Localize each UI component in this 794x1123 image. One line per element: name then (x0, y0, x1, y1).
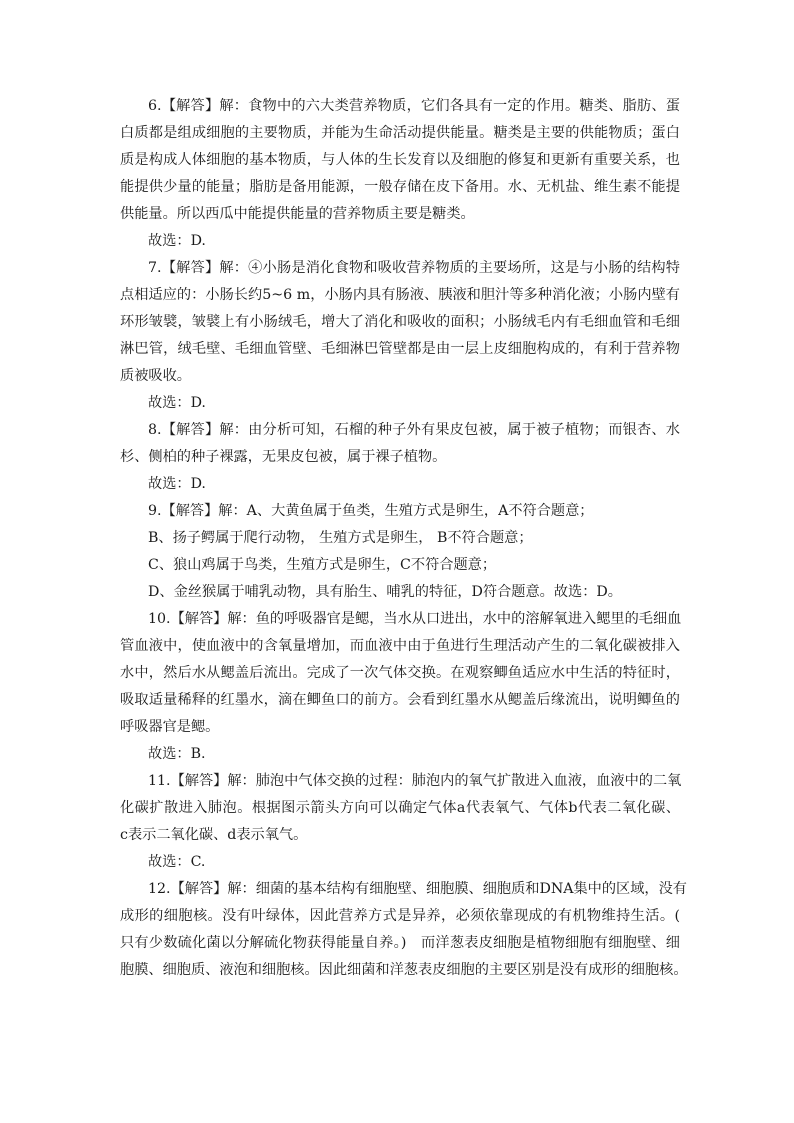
text-line: 11.【解答】解：肺泡中气体交换的过程：肺泡内的氧气扩散进入血液，血液中的二氧 (148, 773, 682, 789)
text-line: C、狼山鸡属于鸟类，生殖方式是卵生，C不符合题意； (148, 557, 497, 573)
text-line: 环形皱襞，皱襞上有小肠绒毛，增大了消化和吸收的面积；小肠绒毛内有毛细血管和毛细 (120, 314, 680, 330)
text-line: 化碳扩散进入肺泡。根据图示箭头方向可以确定气体a代表氧气、气体b代表二氧化碳、 (120, 800, 680, 816)
text-line: 10.【解答】解：鱼的呼吸器官是鳃，当水从口进出，水中的溶解氧进入鳃里的毛细血 (148, 611, 682, 627)
text-line: 能提供少量的能量；脂肪是备用能源，一般存储在皮下备用。水、无机盐、维生素不能提 (120, 179, 680, 195)
text-line: 呼吸器官是鳃。 (120, 719, 220, 735)
text-line: 故选：D. (148, 395, 206, 411)
text-line: 9.【解答】解：A、大黄鱼属于鱼类，生殖方式是卵生，A不符合题意； (148, 503, 594, 519)
text-line: 6.【解答】解：食物中的六大类营养物质，它们各具有一定的作用。糖类、脂肪、蛋 (148, 98, 680, 114)
text-line: 水中，然后水从鳃盖后流出。完成了一次气体交换。在观察鲫鱼适应水中生活的特征时， (120, 665, 680, 681)
text-line: 故选：B. (148, 746, 206, 762)
text-line: 白质都是组成细胞的主要物质，并能为生命活动提供能量。糖类是主要的供能物质；蛋白 (120, 125, 680, 141)
text-line: B、扬子鳄属于爬行动物， 生殖方式是卵生， B不符合题意； (148, 530, 533, 546)
text-line: 8.【解答】解：由分析可知，石榴的种子外有果皮包被，属于被子植物；而银杏、水 (148, 422, 680, 438)
text-line: 故选：C. (148, 854, 206, 870)
text-line: 供能量。所以西瓜中能提供能量的营养物质主要是糖类。 (120, 206, 475, 222)
text-line: 质被吸收。 (120, 368, 191, 384)
answer-page (120, 93, 688, 984)
text-line: 淋巴管，绒毛壁、毛细血管壁、毛细淋巴管壁都是由一层上皮细胞构成的，有利于营养物 (120, 341, 680, 357)
text-line: 管血液中，使血液中的含氧量增加，而血液中由于鱼进行生理活动产生的二氧化碳被排入 (120, 638, 680, 654)
text-line: 故选：D. (148, 233, 206, 249)
text-line: 胞膜、细胞质、液泡和细胞核。因此细菌和洋葱表皮细胞的主要区别是没有成形的细胞核。 (120, 962, 688, 978)
text-line: c表示二氧化碳、d表示氧气。 (120, 827, 308, 843)
text-line: 杉、侧柏的种子裸露，无果皮包被，属于裸子植物。 (120, 449, 447, 465)
text-line: 故选：D. (148, 476, 206, 492)
text-line: 点相适应的：小肠长约5~6 m，小肠内具有肠液、胰液和胆汁等多种消化液；小肠内壁有 (120, 287, 680, 303)
text-line: 成形的细胞核。没有叶绿体，因此营养方式是异养，必须依靠现成的有机物维持生活。( (120, 908, 680, 924)
text-line: 只有少数硫化菌以分解硫化物获得能量自养。) 而洋葱表皮细胞是植物细胞有细胞壁、细 (120, 935, 680, 951)
text-line: 7.【解答】解：④小肠是消化食物和吸收营养物质的主要场所，这是与小肠的结构特 (148, 260, 680, 276)
text-line: 12.【解答】解：细菌的基本结构有细胞壁、细胞膜、细胞质和DNA集中的区域，没有 (148, 881, 687, 897)
text-line: 质是构成人体细胞的基本物质，与人体的生长发育以及细胞的修复和更新有重要关系，也 (120, 152, 680, 168)
text-line: 吸取适量稀释的红墨水，滴在鲫鱼口的前方。会看到红墨水从鳃盖后缘流出，说明鲫鱼的 (120, 692, 680, 708)
text-line: D、金丝猴属于哺乳动物，具有胎生、哺乳的特征，D符合题意。故选：D。 (148, 584, 622, 600)
